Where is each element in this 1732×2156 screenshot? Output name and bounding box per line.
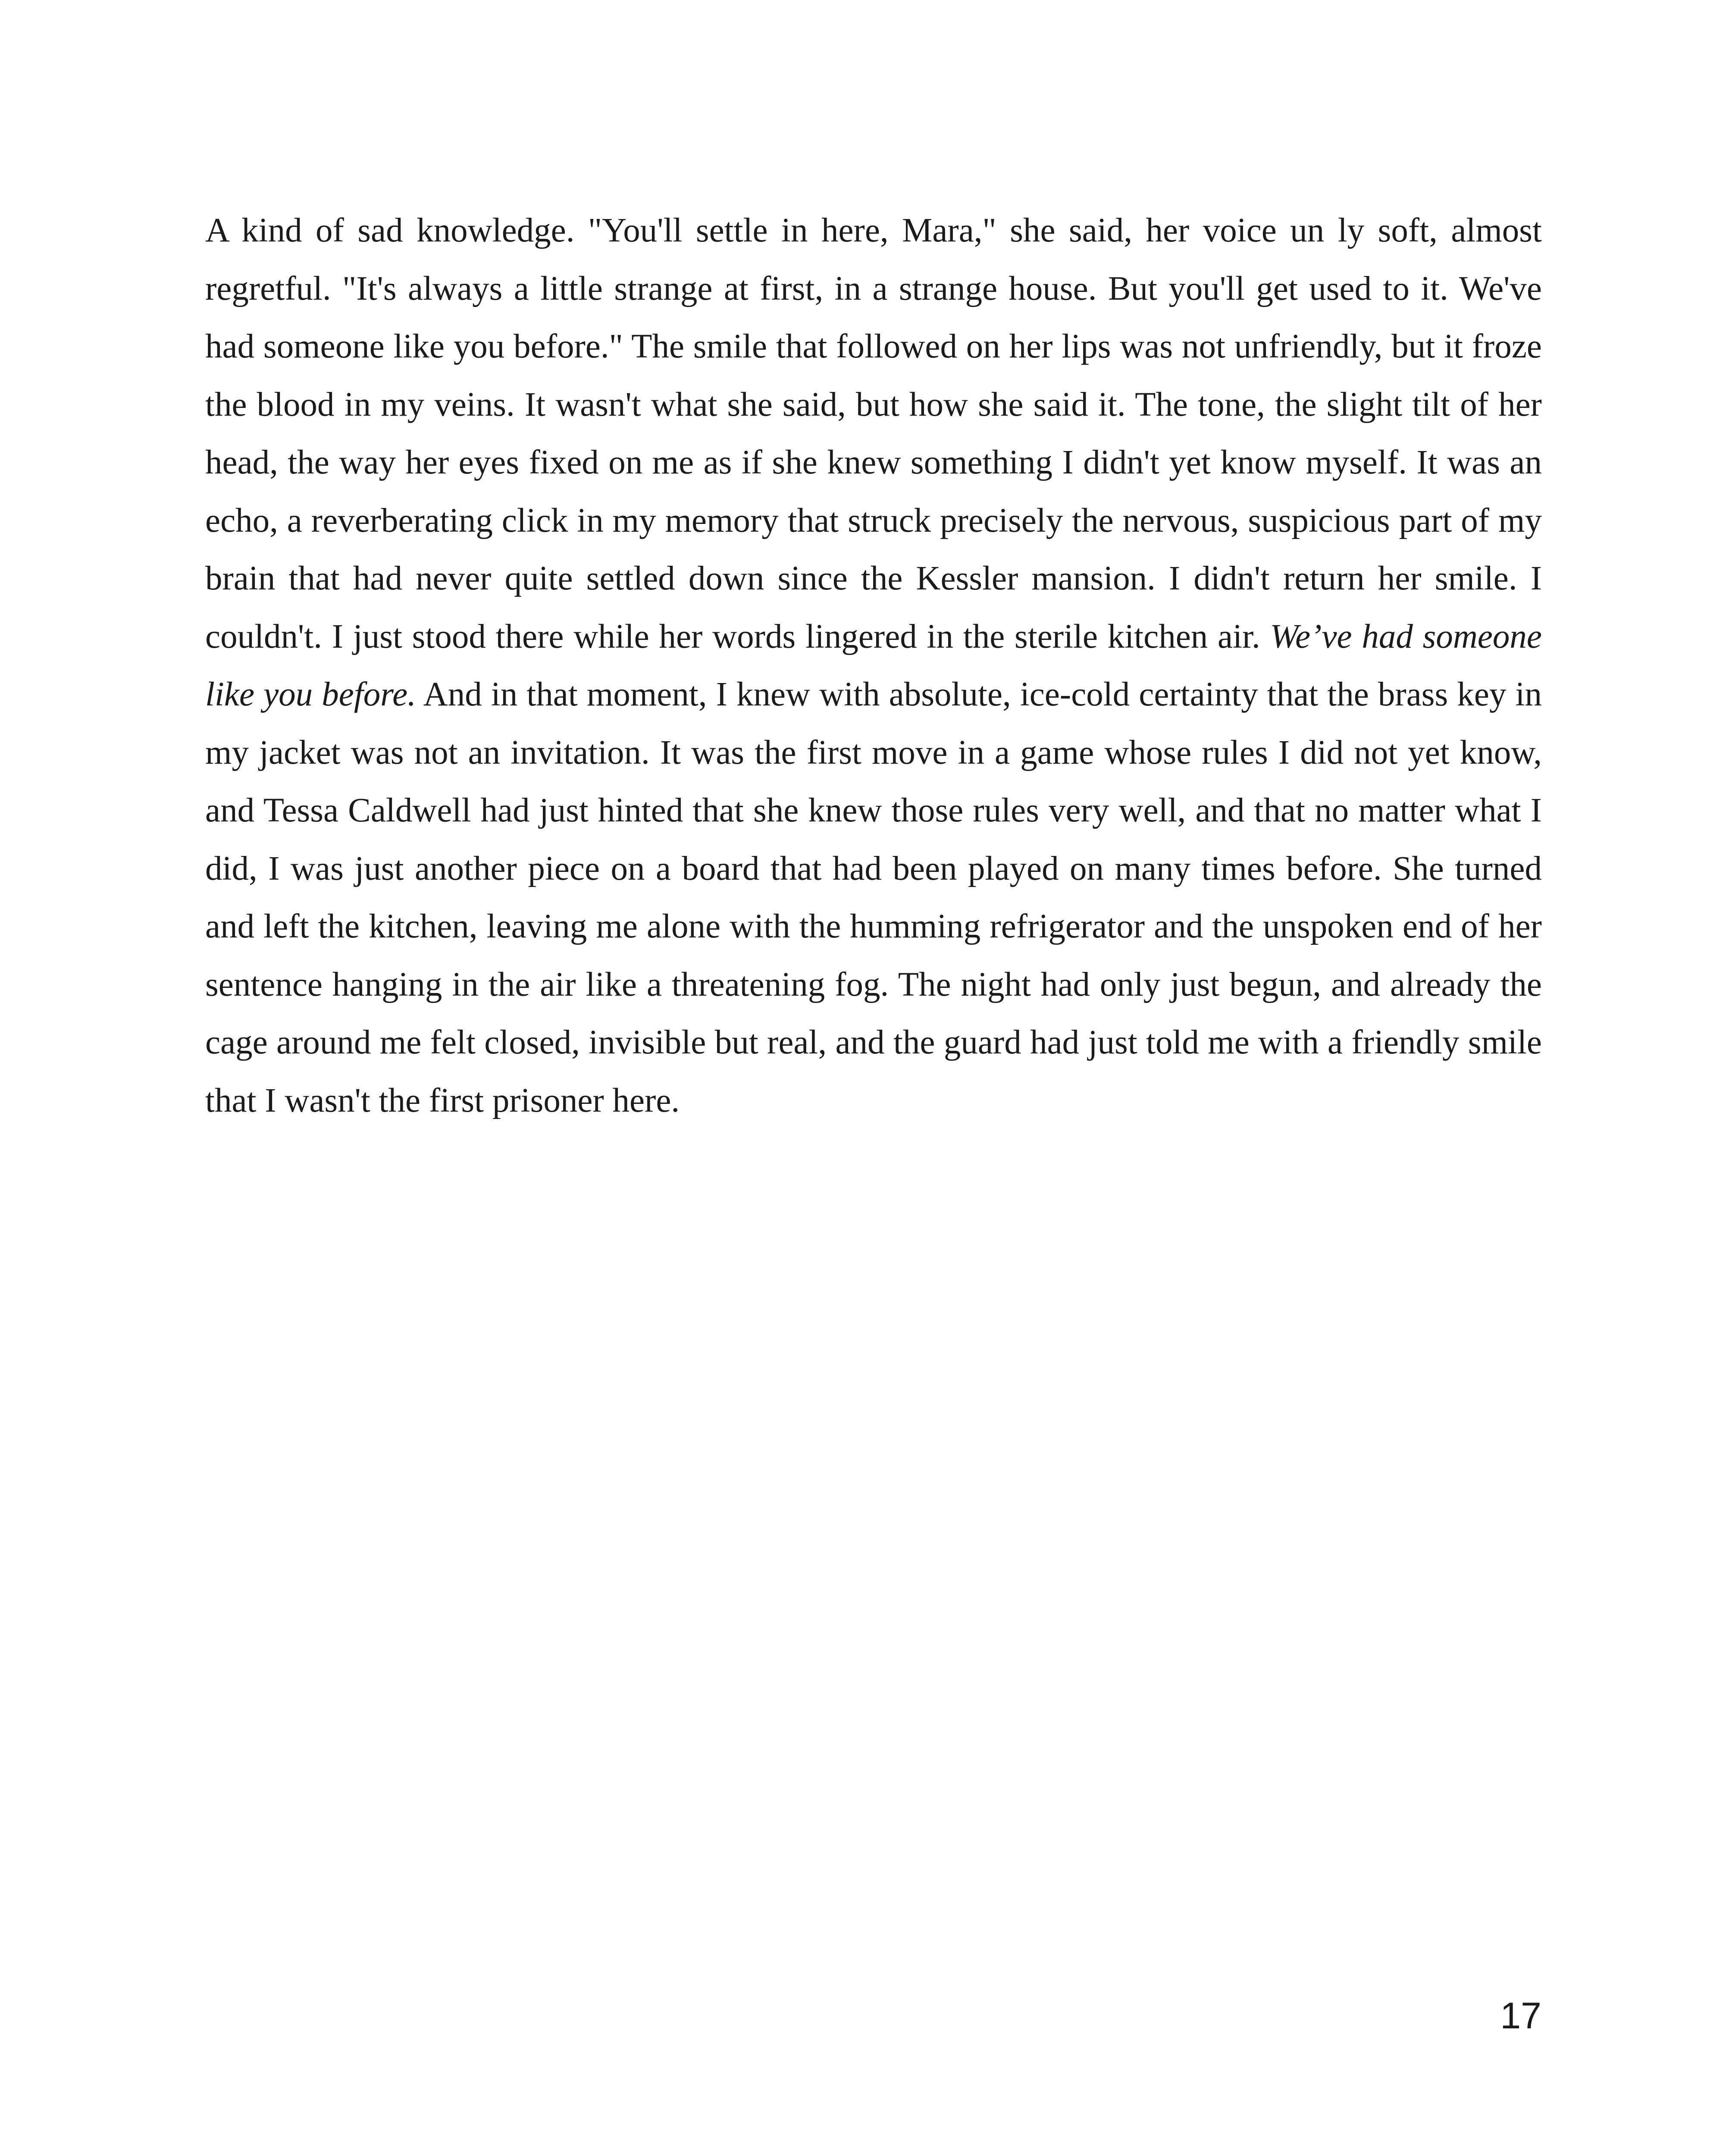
paragraph-text-after-italic: And in that moment, I knew with absolute, ice-cold certainty that the brass key in my jacket was not an invitation. It was the first move in a game whose rules I did not yet know, and Tessa Caldwell had just hinted that she knew those rules very well, and that no matter what I did, I was just another piece on a board that had been played on many times before. She turned and left the kitchen, leaving me alone with the humming refrigerator and the unspoken end of her sentence hanging in the air like a threatening fog. The night had only just begun, and already the cage around me felt closed, invisible but real, and the guard had just told me with a friendly smile that I wasn't the first prisoner here. [205,676,1542,1119]
paragraph-italic-quote: We’ve had someone like you before. [205,617,1542,713]
body-paragraph [205,202,1542,1130]
page-number: 17 [1500,1995,1541,2037]
paragraph-text-before-italic: A kind of sad knowledge. "You'll settle in here, Mara," she said, her voice un ly soft, almost regretful. "It's always a little strange at first, in a strange house. But you'll get used to it. We've had someone like you before." The smile that followed on her lips was not unfriendly, but it froze the blood in my veins. It wasn't what she said, but how she said it. The tone, the slight tilt of her head, the way her eyes fixed on me as if she knew something I didn't yet know myself. It was an echo, a reverberating click in my memory that struck precisely the nervous, suspicious part of my brain that had never quite settled down since the Kessler mansion. I didn't return her smile. I couldn't. I just stood there while her words lingered in the sterile kitchen air. [205,212,1542,655]
